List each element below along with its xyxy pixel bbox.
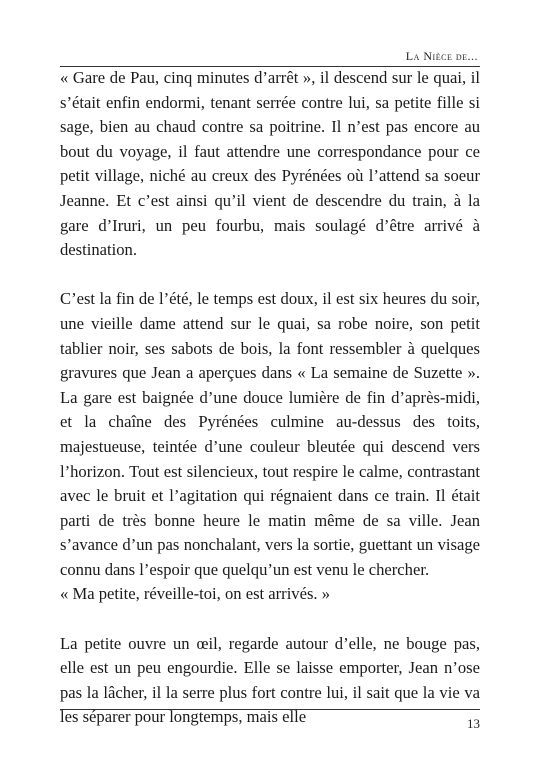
- body-text: [60, 66, 480, 730]
- footer-rule: [60, 709, 480, 710]
- paragraph-1: « Gare de Pau, cinq minutes d’arrêt », il descend sur le quai, il s’était enfin endormi, tenant serrée contre lui, sa petite fille si sage, bien au chaud contre sa poitrine. Il n’est pas encore au bout du voyage, il faut attendre une correspondance pour ce petit village, niché au creux des Pyrénées où l’attend sa soeur Jeanne. Et c’est ainsi qu’il vient de descendre du train, à la gare d’Iruri, un peu fourbu, mais soulagé d’être arrivé à destination.: [60, 68, 480, 260]
- running-header: La Nièce de...: [405, 49, 478, 63]
- page-number: 13: [467, 716, 480, 731]
- paragraph-3: « Ma petite, réveille-toi, on est arrivés. »: [60, 584, 331, 604]
- paragraph-4: La petite ouvre un œil, regarde autour d’elle, ne bouge pas, elle est un peu engourdie. Elle se laisse emporter, Jean n’ose pas la lâcher, il la serre plus fort contre lui, il sait que la vie va les séparer pour longtemps, mais elle: [60, 633, 480, 727]
- paragraph-2: C’est la fin de l’été, le temps est doux, il est six heures du soir, une vieille dame attend sur le quai, sa robe noire, son petit tablier noir, ses sabots de bois, la font ressembler à quelques gravures que Jean a aperçues dans « La semaine de Suzette ». La gare est baignée d’une douce lumière de fin d’après-midi, et la chaîne des Pyrénées culmine au-dessus des toits, majestueuse, teintée d’une couleur bleutée qui descend vers l’horizon. Tout est silencieux, tout respire le calme, contrastant avec le bruit et l’agitation qui régnaient dans ce train. Il était parti de très bonne heure le matin même de sa ville. Jean s’avance d’un pas nonchalant, vers la sortie, guettant un visage connu dans l’espoir que quelqu’un est venu le chercher.: [60, 289, 480, 579]
